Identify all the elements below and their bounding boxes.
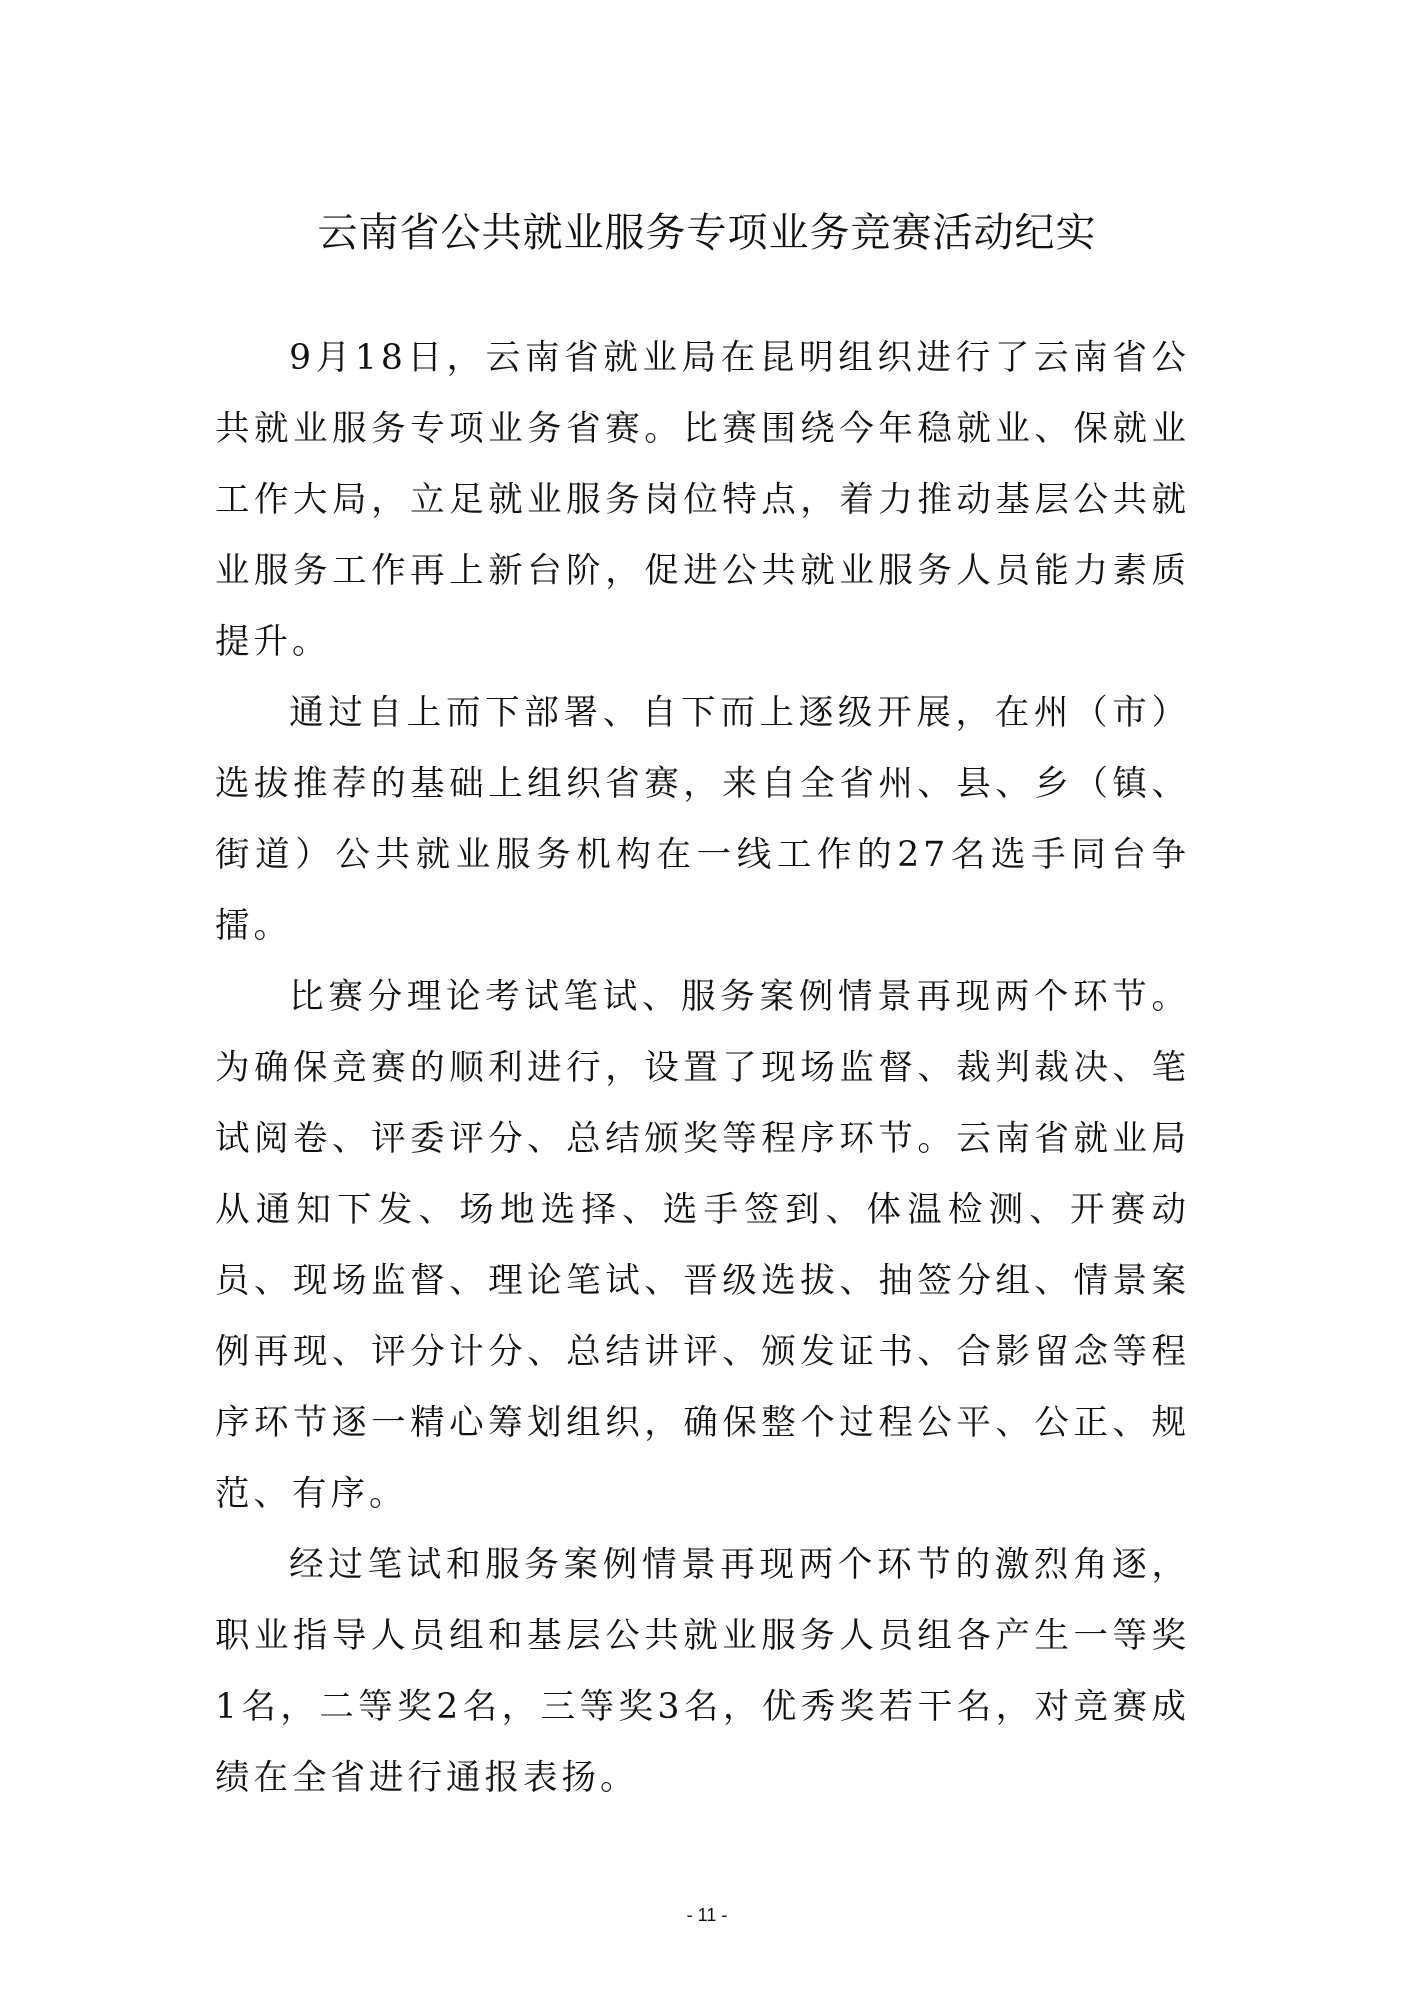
- document-body: [215, 323, 1190, 1814]
- page-number: - 11 -: [686, 1905, 728, 1925]
- paragraph-event-overview: 9月18日，云南省就业局在昆明组织进行了云南省公共就业服务专项业务省赛。比赛围绕今年稳就业、保就业工作大局，立足就业服务岗位特点，着力推动基层公共就业服务工作再上新台阶，促进公共就业服务人员能力素质提升。: [215, 338, 1190, 662]
- document-title: 云南省公共就业服务专项业务竞赛活动纪实: [317, 209, 1097, 256]
- paragraph-competition-procedure: 比赛分理论考试笔试、服务案例情景再现两个环节。为确保竞赛的顺利进行，设置了现场监督、裁判裁决、笔试阅卷、评委评分、总结颁奖等程序环节。云南省就业局从通知下发、场地选择、选手签到、体温检测、开赛动员、现场监督、理论笔试、晋级选拔、抽签分组、情景案例再现、评分计分、总结讲评、颁发证书、合影留念等程序环节逐一精心筹划组织，确保整个过程公平、公正、规范、有序。: [215, 977, 1190, 1514]
- paragraph-selection-process: 通过自上而下部署、自下而上逐级开展，在州（市）选拔推荐的基础上组织省赛，来自全省州、县、乡（镇、街道）公共就业服务机构在一线工作的27名选手同台争擂。: [215, 693, 1190, 946]
- paragraph-awards: 经过笔试和服务案例情景再现两个环节的激烈角逐，职业指导人员组和基层公共就业服务人员组各产生一等奖1名，二等奖2名，三等奖3名，优秀奖若干名，对竞赛成绩在全省进行通报表扬。: [215, 1545, 1190, 1798]
